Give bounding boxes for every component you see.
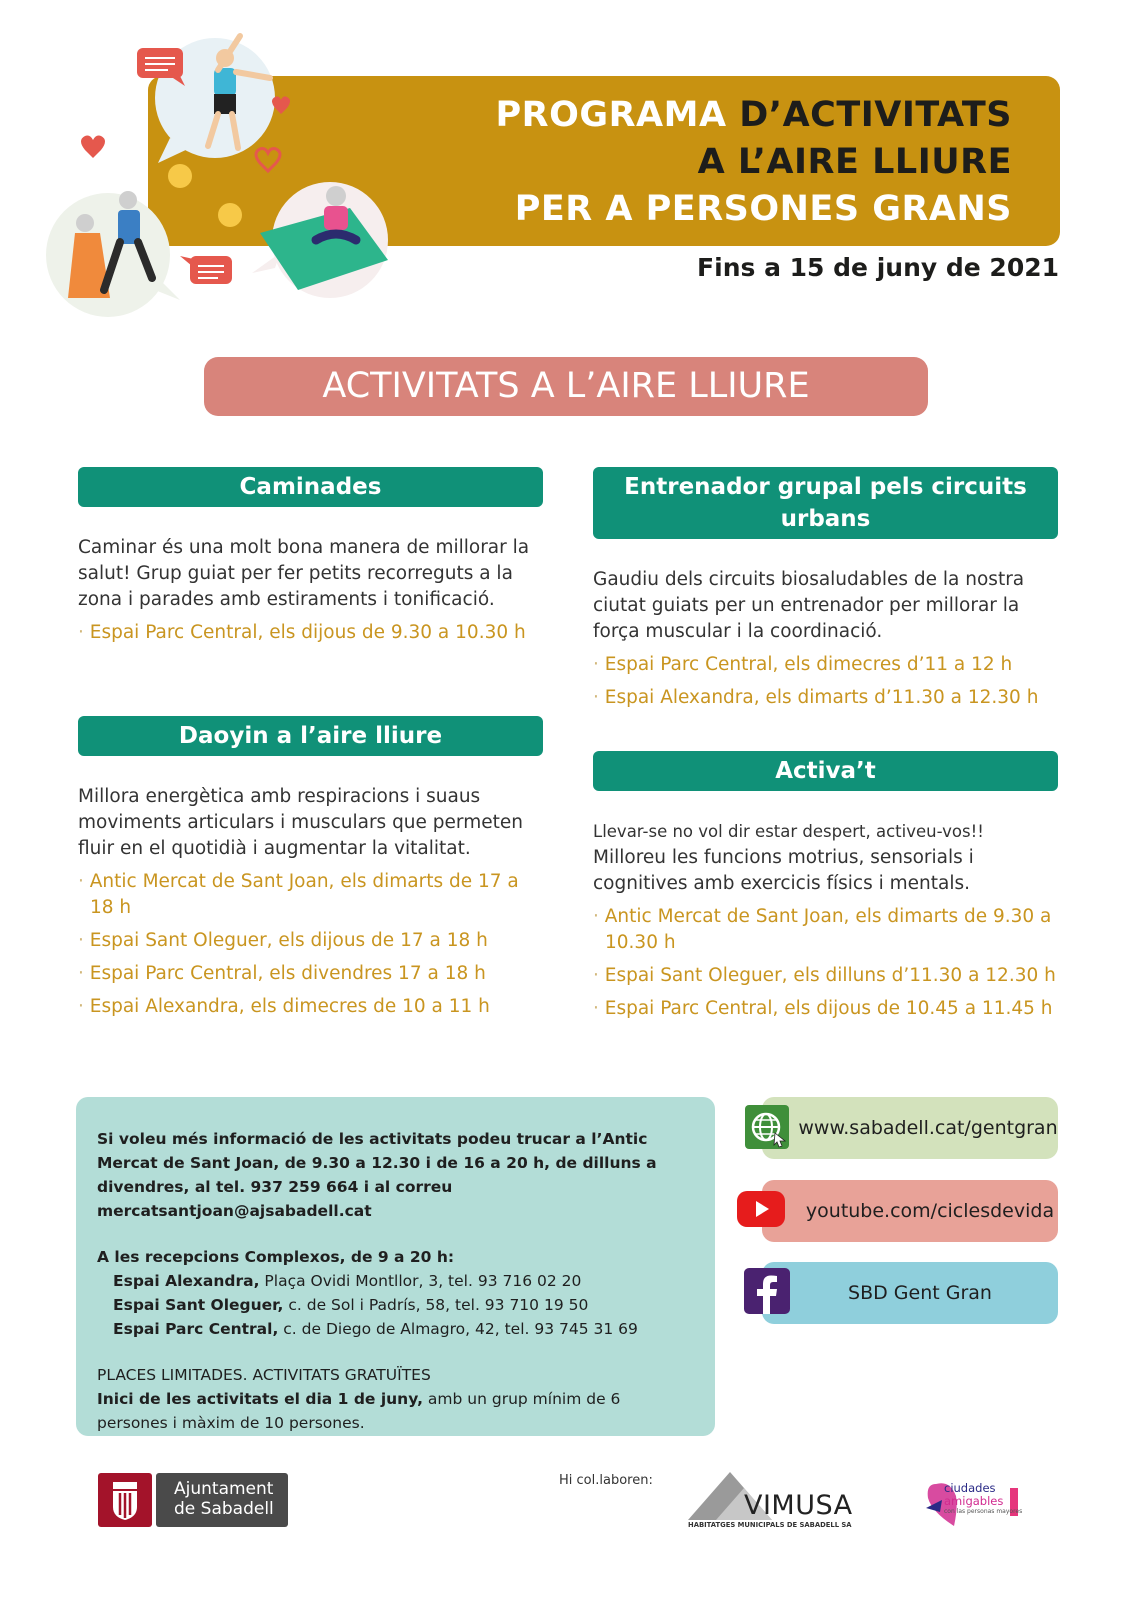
schedule-item: · Espai Alexandra, els dimarts d’11.30 a 12.30 h — [593, 685, 1058, 711]
schedule-item: · Espai Alexandra, els dimecres de 10 a 11 h — [78, 994, 543, 1020]
info-box — [76, 1097, 715, 1436]
youtube-icon — [737, 1191, 785, 1227]
recepcions-heading: A les recepcions Complexos, de 9 a 20 h: — [97, 1248, 455, 1266]
activity-description: Millora energètica amb respiracions i suaus moviments articulars i musculars que permeten fluir en el quotidià i augmentar la vitalitat. — [78, 786, 523, 859]
activity-daoyin — [78, 716, 543, 1020]
ciudades-amigables-logo: ciudades amigables con las personas mayores — [922, 1478, 1032, 1530]
activity-title: Activa’t — [593, 751, 1058, 791]
activity-title: Daoyin a l’aire lliure — [78, 716, 543, 756]
schedule-item: · Espai Parc Central, els dijous de 9.30 a 10.30 h — [78, 620, 543, 646]
vimusa-logo: VIMUSA HABITATGES MUNICIPALS DE SABADELL SA — [686, 1470, 866, 1530]
recepcio-item: Espai Alexandra, Plaça Ovidi Montllor, 3, tel. 93 716 02 20 — [113, 1272, 582, 1290]
schedule-list — [593, 652, 1058, 711]
facebook-icon — [744, 1268, 790, 1314]
activity-description: Gaudiu dels circuits biosaludables de la nostra ciutat guiats per un entrenador per millorar la força muscular i la coordinació. — [593, 569, 1025, 642]
recepcio-item: Espai Sant Oleguer, c. de Sol i Padrís, 58, tel. 93 710 19 50 — [113, 1296, 589, 1314]
activity-entrenador — [593, 467, 1058, 711]
schedule-item: · Espai Parc Central, els dimecres d’11 a 12 h — [593, 652, 1058, 678]
smiley-icon — [218, 203, 242, 227]
seniors-illustration — [40, 28, 420, 348]
section-banner: ACTIVITATS A L’AIRE LLIURE — [204, 357, 928, 416]
activity-caminades — [78, 467, 543, 646]
smiley-icon — [168, 164, 192, 188]
globe-icon — [745, 1105, 789, 1149]
schedule-list — [78, 869, 543, 1020]
schedule-item: · Antic Mercat de Sant Joan, els dimarts de 9.30 a 10.30 h — [593, 904, 1058, 956]
ajuntament-logo: Ajuntament de Sabadell — [98, 1473, 288, 1527]
heart-icon — [272, 96, 290, 114]
website-link[interactable]: www.sabadell.cat/gentgran — [762, 1097, 1058, 1159]
activity-description: Llevar-se no vol dir estar despert, activeu-vos!! Milloreu les funcions motrius, sensorials i cognitives amb exercicis físics i mentals. — [593, 822, 984, 894]
schedule-item: · Espai Sant Oleguer, els dilluns d’11.30 a 12.30 h — [593, 963, 1058, 989]
heart-icon — [81, 136, 105, 159]
inici-activitats: Inici de les activitats el dia 1 de juny, amb un grup mínim de 6 persones i màxim de 10 persones. — [97, 1390, 621, 1432]
activity-description: Caminar és una molt bona manera de millorar la salut! Grup guiat per fer petits recorreguts a la zona i parades amb estiraments i tonificació. — [78, 537, 530, 610]
info-contact: Si voleu més informació de les activitats podeu trucar a l’Antic Mercat de Sant Joan, de 9.30 a 12.30 i de 16 a 20 h, de dilluns a divendres, al tel. 937 259 664 i al correu mercatsantjoan@ajsabadell.cat — [97, 1130, 657, 1220]
date-line: Fins a 15 de juny de 2021 — [697, 253, 1059, 282]
collab-label: Hi col.laboren: — [559, 1473, 653, 1488]
schedule-item: · Espai Sant Oleguer, els dijous de 17 a 18 h — [78, 928, 543, 954]
youtube-link[interactable]: youtube.com/ciclesdevida — [762, 1180, 1058, 1242]
coat-of-arms-icon — [98, 1473, 152, 1527]
places-limitades: PLACES LIMITADES. ACTIVITATS GRATUÏTES — [97, 1366, 431, 1384]
schedule-item: · Antic Mercat de Sant Joan, els dimarts de 17 a 18 h — [78, 869, 543, 921]
heart-icon — [256, 149, 280, 172]
facebook-link[interactable]: SBD Gent Gran — [762, 1262, 1058, 1324]
recepcio-item: Espai Parc Central, c. de Diego de Almagro, 42, tel. 93 745 31 69 — [113, 1320, 638, 1338]
activity-title: Entrenador grupal pels circuits urbans — [593, 467, 1058, 539]
activity-title: Caminades — [78, 467, 543, 507]
schedule-item: · Espai Parc Central, els divendres 17 a 18 h — [78, 961, 543, 987]
chat-icon — [180, 256, 232, 284]
schedule-list — [593, 904, 1058, 1022]
schedule-list — [78, 620, 543, 646]
schedule-item: · Espai Parc Central, els dijous de 10.45 a 11.45 h — [593, 996, 1058, 1022]
activity-activat — [593, 751, 1058, 1022]
page-title: PROGRAMA D’ACTIVITATS A L’AIRE LLIURE PER A PERSONES GRANS — [495, 95, 1012, 229]
